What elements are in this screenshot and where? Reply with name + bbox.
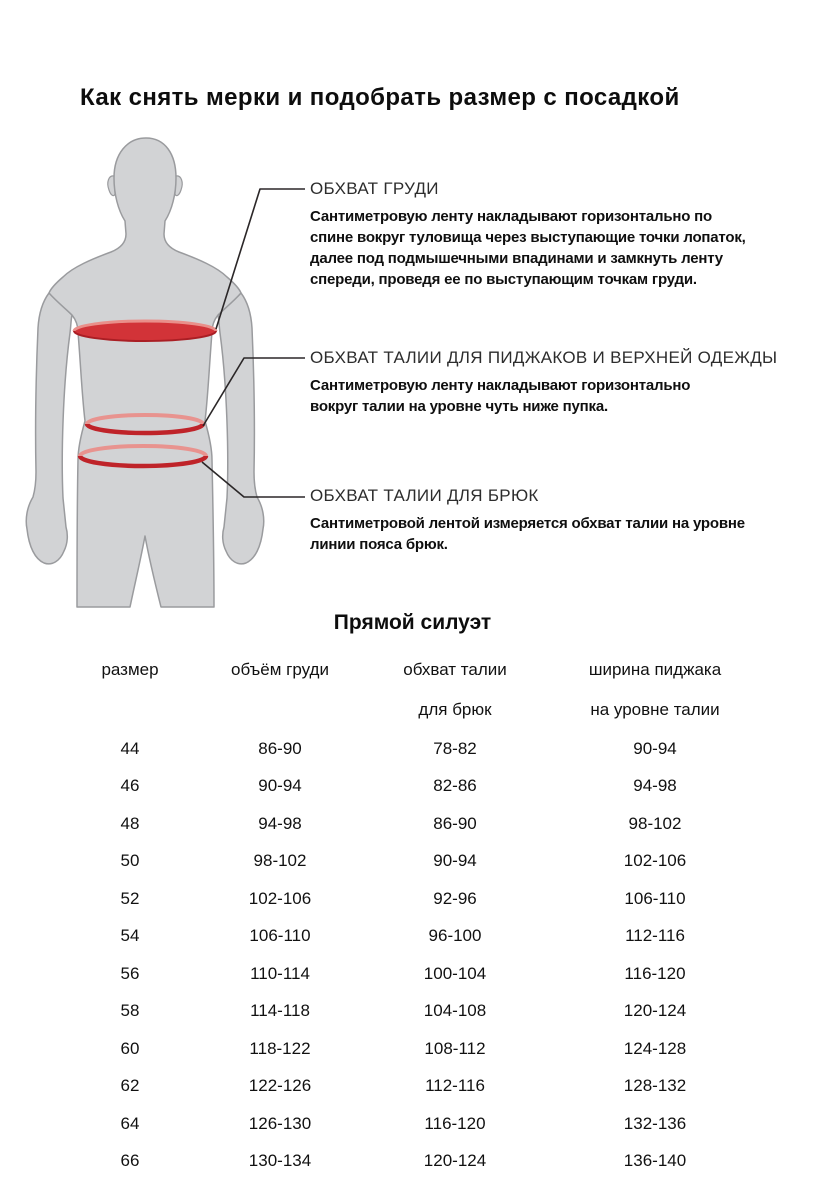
cell-size: 50	[120, 851, 140, 871]
cell-chest: 102-106	[248, 888, 312, 908]
table-row	[60, 1143, 760, 1181]
cell-jacket-width: 90-94	[633, 738, 677, 758]
cell-chest: 114-118	[250, 1001, 310, 1021]
cell-jacket-width: 120-124	[623, 1001, 687, 1021]
cell-size: 62	[120, 1076, 140, 1096]
column-header-waist-line2: для брюк	[418, 700, 492, 719]
annotation-jacket-waist-body	[310, 375, 790, 417]
table-row	[60, 1105, 760, 1143]
cell-size: 52	[120, 888, 140, 908]
cell-chest: 118-122	[249, 1038, 311, 1058]
annotation-chest	[310, 179, 790, 290]
table-row	[60, 1068, 760, 1106]
annotation-trouser-waist-body	[310, 513, 790, 555]
size-table-title: Прямой силуэт	[333, 611, 492, 634]
table-row	[60, 805, 760, 843]
cell-size: 58	[120, 1001, 140, 1021]
annotation-chest-body-line: Сантиметровую ленту накладывают горизонтально по	[310, 208, 712, 225]
column-header-jacket-width-line2: на уровне талии	[590, 700, 720, 719]
body-silhouette	[49, 138, 241, 607]
cell-size: 56	[120, 963, 140, 983]
cell-jacket-width: 116-120	[624, 963, 686, 983]
cell-chest: 130-134	[248, 1151, 312, 1171]
cell-jacket-width: 94-98	[633, 776, 677, 796]
cell-waist: 90-94	[433, 851, 477, 871]
size-table-header-row-1	[60, 660, 760, 680]
table-row	[60, 880, 760, 918]
cell-waist: 86-90	[433, 813, 477, 833]
column-header-jacket-width: ширина пиджака	[588, 660, 722, 679]
annotation-jacket-waist	[310, 348, 790, 417]
annotation-trouser-waist	[310, 486, 790, 555]
cell-jacket-width: 136-140	[623, 1151, 687, 1171]
cell-size: 48	[120, 813, 140, 833]
table-row	[60, 843, 760, 881]
table-row	[60, 730, 760, 768]
cell-chest: 106-110	[249, 926, 311, 946]
size-table-header-row-2	[60, 700, 760, 720]
cell-size: 46	[120, 776, 140, 796]
cell-chest: 86-90	[258, 738, 302, 758]
annotation-jacket-waist-heading: ОБХВАТ ТАЛИИ ДЛЯ ПИДЖАКОВ И ВЕРХНЕЙ ОДЕЖДЫ	[310, 348, 778, 367]
annotation-chest-body	[310, 206, 790, 290]
cell-waist: 104-108	[423, 1001, 487, 1021]
cell-chest: 90-94	[258, 776, 302, 796]
cell-chest: 98-102	[253, 851, 307, 871]
annotation-jacket-waist-body-line: вокруг талии на уровне чуть ниже пупка.	[310, 398, 608, 415]
annotation-trouser-waist-heading: ОБХВАТ ТАЛИИ ДЛЯ БРЮК	[310, 486, 539, 505]
table-row	[60, 768, 760, 806]
cell-waist: 100-104	[423, 963, 487, 983]
right-arm-shape	[218, 293, 264, 564]
annotation-chest-body-line: далее под подмышечными впадинами и замкнуть ленту	[310, 250, 723, 267]
cell-waist: 92-96	[433, 888, 477, 908]
table-row	[60, 993, 760, 1031]
cell-chest: 110-114	[250, 963, 310, 983]
cell-waist: 82-86	[433, 776, 477, 796]
cell-chest: 94-98	[258, 813, 302, 833]
cell-waist: 78-82	[433, 738, 477, 758]
cell-size: 60	[120, 1038, 140, 1058]
column-header-waist: обхват талии	[403, 660, 507, 679]
annotation-jacket-waist-body-line: Сантиметровую ленту накладывают горизонтально	[310, 377, 691, 394]
cell-size: 66	[120, 1151, 140, 1171]
size-table-body	[60, 730, 760, 1180]
page-title: Как снять мерки и подобрать размер с посадкой	[80, 84, 680, 111]
cell-waist: 112-116	[425, 1076, 485, 1096]
annotation-trouser-waist-body-line: Сантиметровой лентой измеряется обхват талии на уровне	[310, 515, 745, 532]
cell-jacket-width: 128-132	[623, 1076, 687, 1096]
column-header-size: размер	[101, 660, 159, 679]
cell-jacket-width: 132-136	[623, 1113, 687, 1133]
cell-jacket-width: 106-110	[624, 888, 686, 908]
annotation-trouser-waist-body-line: линии пояса брюк.	[310, 536, 448, 553]
cell-jacket-width: 98-102	[628, 813, 682, 833]
cell-size: 54	[120, 926, 140, 946]
cell-waist: 108-112	[424, 1038, 486, 1058]
cell-waist: 96-100	[428, 926, 482, 946]
cell-size: 64	[120, 1113, 140, 1133]
cell-jacket-width: 124-128	[623, 1038, 687, 1058]
annotation-chest-heading: ОБХВАТ ГРУДИ	[310, 179, 439, 198]
cell-chest: 122-126	[248, 1076, 312, 1096]
annotation-chest-body-line: спине вокруг туловища через выступающие точки лопаток,	[310, 229, 746, 246]
left-arm-shape	[26, 293, 72, 564]
annotation-chest-body-line: спереди, проведя ее по выступающим точкам груди.	[310, 271, 697, 288]
male-silhouette-figure	[20, 130, 320, 615]
table-row	[60, 1030, 760, 1068]
cell-size: 44	[120, 738, 140, 758]
cell-waist: 120-124	[423, 1151, 487, 1171]
table-row	[60, 918, 760, 956]
cell-waist: 116-120	[424, 1113, 486, 1133]
column-header-chest: объём груди	[231, 660, 329, 679]
cell-chest: 126-130	[248, 1113, 312, 1133]
table-row	[60, 955, 760, 993]
cell-jacket-width: 112-116	[625, 926, 685, 946]
cell-jacket-width: 102-106	[623, 851, 687, 871]
